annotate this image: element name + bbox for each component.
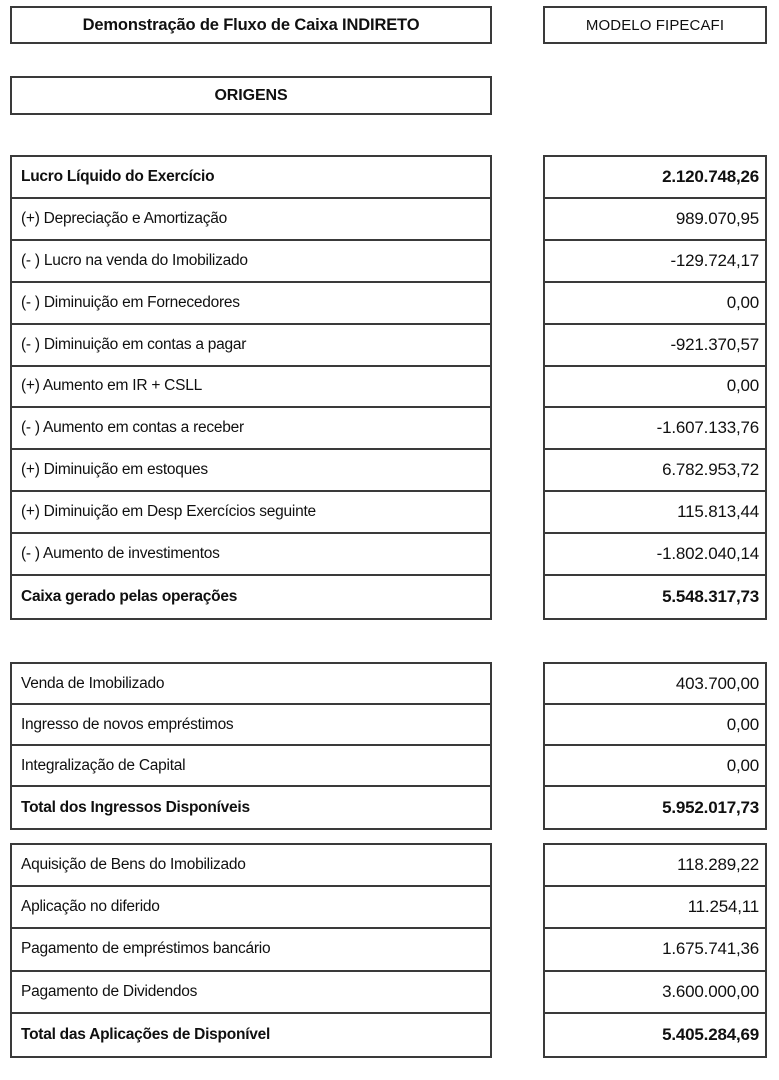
row-value-text: 0,00 (726, 714, 759, 734)
row-value-text: 0,00 (726, 755, 759, 775)
row-label-text: Venda de Imobilizado (21, 674, 165, 692)
row-value-text: -1.607.133,76 (656, 418, 759, 438)
row-value-text: 403.700,00 (675, 673, 759, 693)
table-row-value (545, 1014, 765, 1056)
row-value-text: 989.070,95 (675, 208, 759, 228)
row-label-text: (+) Depreciação e Amortização (21, 209, 227, 227)
table-row-value (545, 283, 765, 325)
table-row-label (12, 408, 490, 450)
model-label: MODELO FIPECAFI (585, 16, 725, 34)
table-row-label (12, 241, 490, 283)
row-label-text: Lucro Líquido do Exercício (21, 167, 215, 185)
row-label-text: Pagamento de Dividendos (21, 982, 198, 1000)
row-label-text: (- ) Diminuição em Fornecedores (21, 293, 240, 311)
table-row-value (545, 664, 765, 705)
table-row-value (545, 367, 765, 409)
table-row-value (545, 972, 765, 1014)
row-value-text: 6.782.953,72 (662, 460, 759, 480)
table-row-value (545, 492, 765, 534)
table-row-value (545, 887, 765, 929)
table-row-label (12, 534, 490, 576)
row-value-text: -921.370,57 (670, 334, 759, 354)
origens-value-column (543, 155, 767, 620)
row-label-text: Ingresso de novos empréstimos (21, 715, 234, 733)
row-label-text: (+) Diminuição em Desp Exercícios seguinte (21, 503, 316, 521)
table-row-value (545, 845, 765, 887)
row-label-text: (+) Aumento em IR + CSLL (21, 377, 202, 395)
row-value-text: 0,00 (726, 292, 759, 312)
row-value-text: 11.254,11 (687, 897, 759, 917)
table-row-value (545, 325, 765, 367)
row-label-text: Aquisição de Bens do Imobilizado (21, 856, 246, 874)
row-value-text: -1.802.040,14 (656, 544, 759, 564)
ingressos-value-column (543, 662, 767, 830)
document-title: Demonstração de Fluxo de Caixa INDIRETO (82, 15, 420, 34)
row-label-text: (+) Diminuição em estoques (21, 461, 208, 479)
table-row-label (12, 283, 490, 325)
row-value-text: 0,00 (726, 376, 759, 396)
model-label-box (543, 6, 767, 44)
table-row-label (12, 367, 490, 409)
row-value-text: 2.120.748,26 (662, 166, 759, 186)
table-row-value (545, 199, 765, 241)
table-row-label (12, 787, 490, 828)
row-label-text: Total das Aplicações de Disponível (21, 1025, 271, 1043)
row-value-text: 3.600.000,00 (662, 981, 759, 1001)
table-row-value (545, 534, 765, 576)
aplicacoes-value-column (543, 843, 767, 1058)
table-row-label (12, 972, 490, 1014)
table-row-label (12, 157, 490, 199)
section-header-label: ORIGENS (214, 86, 288, 104)
table-row-label (12, 492, 490, 534)
row-value-text: -129.724,17 (670, 250, 759, 270)
row-label-text: Integralização de Capital (21, 756, 186, 774)
row-label-text: (- ) Aumento em contas a receber (21, 419, 244, 437)
row-label-text: Total dos Ingressos Disponíveis (21, 798, 250, 816)
row-label-text: (- ) Diminuição em contas a pagar (21, 335, 247, 353)
origens-label-column (10, 155, 492, 620)
table-row-label (12, 576, 490, 618)
table-row-value (545, 929, 765, 971)
table-row-label (12, 845, 490, 887)
table-row-value (545, 408, 765, 450)
table-row-value (545, 705, 765, 746)
table-row-value (545, 787, 765, 828)
ingressos-label-column (10, 662, 492, 830)
section-header-origens (10, 76, 492, 115)
row-value-text: 5.405.284,69 (662, 1024, 759, 1044)
table-row-label (12, 887, 490, 929)
table-row-value (545, 450, 765, 492)
row-label-text: Aplicação no diferido (21, 898, 160, 916)
table-row-label (12, 705, 490, 746)
table-row-label (12, 746, 490, 787)
document-title-box (10, 6, 492, 44)
row-value-text: 5.952.017,73 (662, 797, 759, 817)
table-row-value (545, 157, 765, 199)
table-row-label (12, 450, 490, 492)
row-label-text: Pagamento de empréstimos bancário (21, 940, 271, 958)
row-value-text: 118.289,22 (677, 855, 759, 875)
table-row-value (545, 241, 765, 283)
row-value-text: 115.813,44 (677, 502, 759, 522)
row-label-text: (- ) Lucro na venda do Imobilizado (21, 251, 248, 269)
table-row-label (12, 929, 490, 971)
row-value-text: 1.675.741,36 (662, 939, 759, 959)
table-row-label (12, 664, 490, 705)
row-label-text: Caixa gerado pelas operações (21, 588, 238, 606)
table-row-value (545, 746, 765, 787)
table-row-label (12, 1014, 490, 1056)
row-label-text: (- ) Aumento de investimentos (21, 545, 220, 563)
table-row-value (545, 576, 765, 618)
table-row-label (12, 325, 490, 367)
table-row-label (12, 199, 490, 241)
row-value-text: 5.548.317,73 (662, 587, 759, 607)
aplicacoes-label-column (10, 843, 492, 1058)
